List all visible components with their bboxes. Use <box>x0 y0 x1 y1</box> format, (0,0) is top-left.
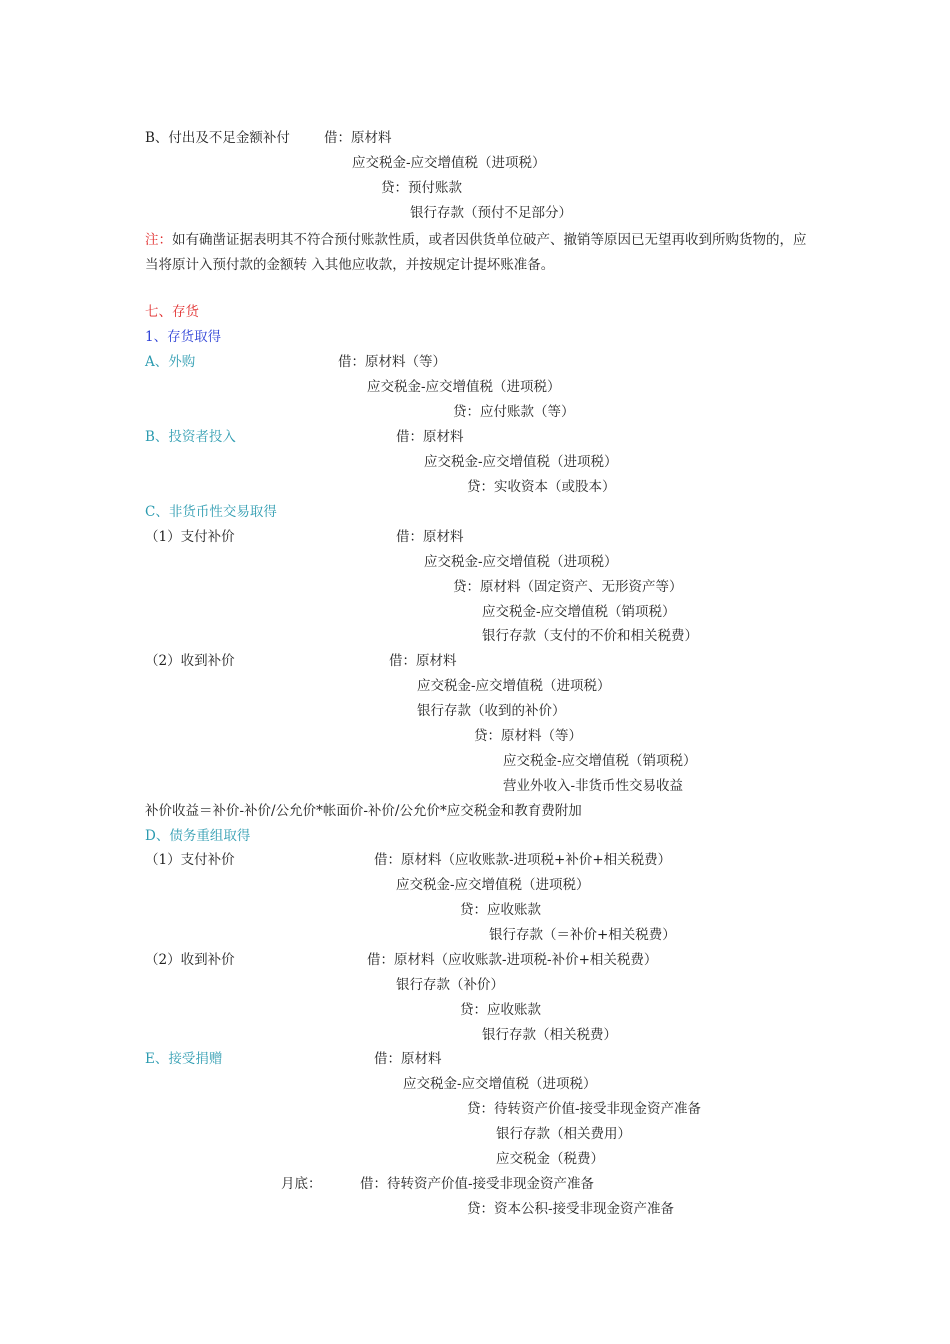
entry-line: 应交税金-应交增值税（进项税） <box>424 454 618 470</box>
section-b-title-2: B、投资者投入 <box>145 429 236 445</box>
section-b-title: B、付出及不足金额补付 <box>145 130 290 146</box>
entry-line: 银行存款（＝补价+相关税费） <box>489 927 676 943</box>
subsection-title: （2）收到补价 <box>145 952 235 968</box>
entry-line: 贷：原材料（固定资产、无形资产等） <box>453 579 683 595</box>
entry-line: 贷：资本公积-接受非现金资产准备 <box>467 1201 675 1217</box>
entry-line: 贷：应收账款 <box>460 1002 541 1018</box>
section-a-title: A、外购 <box>145 354 196 370</box>
month-end-label: 月底： <box>281 1176 322 1192</box>
section-e-title: E、接受捐赠 <box>145 1051 223 1067</box>
entry-line: 借：原材料 <box>374 1051 442 1067</box>
note-label: 注： <box>145 232 172 248</box>
entry-line: 应交税金-应交增值税（进项税） <box>352 155 546 171</box>
subsection-title: （2）收到补价 <box>145 653 235 669</box>
entry-line: 银行存款（相关税费） <box>482 1027 617 1043</box>
entry-line: 贷：实收资本（或股本） <box>467 479 616 495</box>
entry-line: 银行存款（预付不足部分） <box>410 205 572 221</box>
subsection-title: （1）支付补价 <box>145 529 235 545</box>
entry-line: 贷：应收账款 <box>460 902 541 918</box>
entry-line: 应交税金-应交增值税（进项税） <box>417 678 611 694</box>
entry-line: 借：原材料 <box>324 130 392 146</box>
entry-line: 应交税金（税费） <box>496 1151 604 1167</box>
entry-line: 贷：应付账款（等） <box>453 404 575 420</box>
entry-line: 应交税金-应交增值税（销项税） <box>482 604 676 620</box>
section-d-title: D、债务重组取得 <box>145 828 251 844</box>
entry-line: 借：原材料（应收账款-进项税-补价+相关税费） <box>367 952 658 968</box>
entry-line: 贷：待转资产价值-接受非现金资产准备 <box>467 1101 702 1117</box>
entry-line: 银行存款（支付的不价和相关税费） <box>482 628 698 644</box>
entry-line: 应交税金-应交增值税（进项税） <box>403 1076 597 1092</box>
entry-line: 应交税金-应交增值税（进项税） <box>424 554 618 570</box>
note-text: 如有确凿证据表明其不符合预付账款性质，或者因供货单位破产、撤销等原因已无望再收到所购货物的，应当将原计入预付款的金额转 入其他应收款，并按规定计提坏账准备。 <box>145 232 807 273</box>
entry-line: 银行存款（收到的补价） <box>417 703 566 719</box>
entry-line: 营业外收入-非货币性交易收益 <box>503 778 684 794</box>
entry-line: 借：原材料 <box>396 529 464 545</box>
note-paragraph <box>145 228 815 278</box>
entry-line: 银行存款（相关费用） <box>496 1126 631 1142</box>
entry-line: 银行存款（补价） <box>396 977 504 993</box>
entry-line: 借：原材料 <box>389 653 457 669</box>
chapter-subtitle: 1、存货取得 <box>145 329 222 345</box>
entry-line: 应交税金-应交增值税（进项税） <box>396 877 590 893</box>
entry-line: 借：待转资产价值-接受非现金资产准备 <box>360 1176 595 1192</box>
entry-line: 借：原材料 <box>396 429 464 445</box>
entry-line: 借：原材料（等） <box>338 354 446 370</box>
chapter-title: 七、存货 <box>145 304 199 320</box>
section-c-title: C、非货币性交易取得 <box>145 504 277 520</box>
entry-line: 借：原材料（应收账款-进项税+补价+相关税费） <box>374 852 672 868</box>
entry-line: 应交税金-应交增值税（进项税） <box>367 379 561 395</box>
formula-line: 补价收益＝补价-补价/公允价*帐面价-补价/公允价*应交税金和教育费附加 <box>145 803 582 819</box>
subsection-title: （1）支付补价 <box>145 852 235 868</box>
entry-line: 贷：预付账款 <box>381 180 462 196</box>
entry-line: 应交税金-应交增值税（销项税） <box>503 753 697 769</box>
entry-line: 贷：原材料（等） <box>474 728 582 744</box>
